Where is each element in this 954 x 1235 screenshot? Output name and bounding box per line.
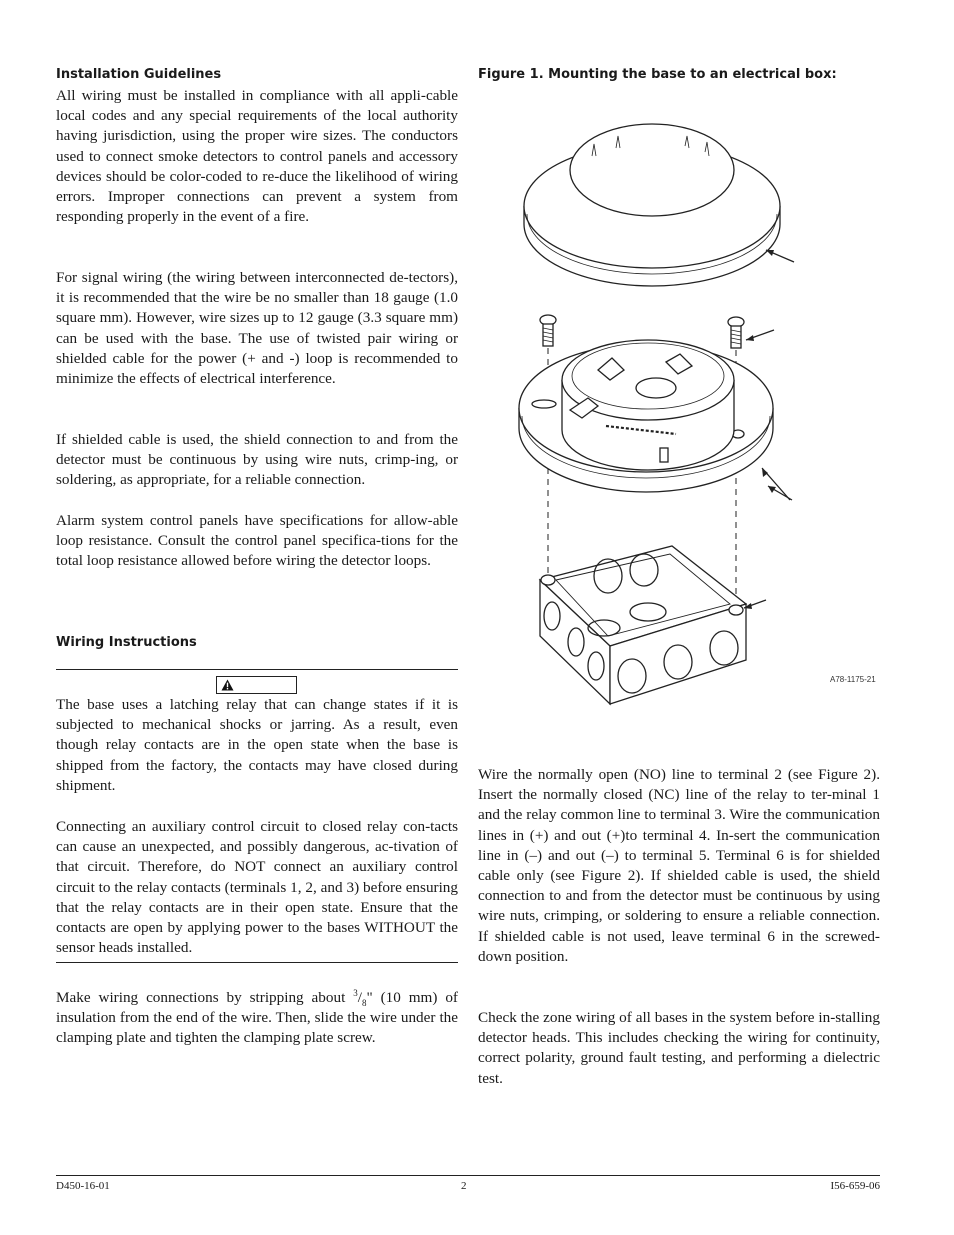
installation-paragraph-3: If shielded cable is used, the shield connection to and from the detector must be continuous by using wire nuts, crimp-ing, or soldering, as appropriate, for a reliable connection. bbox=[56, 431, 458, 489]
cover-ring bbox=[524, 124, 780, 286]
fraction-numerator: 3 bbox=[353, 987, 358, 998]
fraction-denominator: 8 bbox=[361, 998, 367, 1009]
base-mounting-illustration bbox=[500, 118, 810, 708]
installation-paragraph-4: Alarm system control panels have specifications for allow-able loop resistance. Consult the control panel specifica-tions for the total loop resistance allowed before wiring the detector loops. bbox=[56, 512, 458, 570]
warning-top-rule bbox=[56, 669, 458, 670]
stripping-text-end: " (10 mm) of insulation from the end of the wire. Then, slide the wire under the clamping plate and tighten the clamping plate screw. bbox=[56, 989, 458, 1047]
installation-guidelines-heading: Installation Guidelines bbox=[56, 67, 222, 82]
wiring-instructions-heading: Wiring Instructions bbox=[56, 635, 197, 650]
figure-1-caption: Figure 1. Mounting the base to an electrical box: bbox=[478, 67, 837, 82]
warning-bottom-rule bbox=[56, 962, 458, 963]
wiring-paragraph-1: Wire the normally open (NO) line to terminal 2 (see Figure 2). Insert the normally closed (NC) line of the relay to ter-minal 1 and the relay common line to terminal 3. Wire the communication lines in (+) and out (+)to terminal 4. In-sert the communication line in (–) and out (–) to terminal 5. Terminal 6 is for shielded cable only (see Figure 2). If shielded cable is used, the shield connection to and from the detector must be continuous by using wire nuts, crimping, or soldering to ensure a reliable connection. If shielded cable is not used, leave terminal 6 in the screwed-down position. bbox=[478, 766, 880, 965]
figure-code: A78-1175-21 bbox=[830, 675, 876, 684]
footer-doc-number: D450-16-01 bbox=[56, 1180, 110, 1192]
stripping-text-start: Make wiring connections by stripping about bbox=[56, 989, 354, 1006]
warning-paragraph-2: Connecting an auxiliary control circuit to closed relay con-tacts can cause an unexpected, and possibly dangerous, ac-tivation of that circuit. Therefore, do NOT connect an auxiliary control circuit to the relay contacts (terminals 1, 2, and 3) before ensuring that the relay contacts are in their open state. Ensure that the contacts are open by applying power to the bases WITHOUT the sensor heads installed. bbox=[56, 818, 458, 957]
screw-left bbox=[540, 315, 556, 346]
warning-paragraph-1: The base uses a latching relay that can change states if it is subjected to mechanical shocks or jarring. As a result, even though relay contacts are in the open state when the base is shipped from the factory, the contacts may have closed during shipment. bbox=[56, 696, 458, 794]
installation-paragraph-2: For signal wiring (the wiring between interconnected de-tectors), it is recommended that the wire be no smaller than 18 gauge (1.0 square mm). However, wire sizes up to 12 gauge (3.3 square mm) can be used with the base. The use of twisted pair wiring or shielded cable for the power (+ and -) loop is recommended to minimize the effects of electrical interference. bbox=[56, 269, 458, 388]
page-footer bbox=[56, 1175, 880, 1192]
wiring-paragraph-2: Check the zone wiring of all bases in the system before in-stalling detector heads. This includes checking the wiring for continuity, correct polarity, ground fault testing, and performing a dielectric test. bbox=[478, 1009, 880, 1087]
installation-paragraph-1: All wiring must be installed in compliance with all appli-cable local codes and any special requirements of the local authority having jurisdiction, using the proper wire sizes. The conductors used to connect smoke detectors to control panels and accessory devices should be color-coded to re-duce the likelihood of wiring errors. Improper connections can prevent a system from responding properly in the event of a fire. bbox=[56, 87, 458, 226]
footer-page-number: 2 bbox=[461, 1180, 467, 1192]
electrical-box bbox=[540, 546, 746, 704]
stripping-paragraph: Make wiring connections by stripping about $^3/_8$" (10 mm) of insulation from the end of the wire. Then, slide the wire under the clamping plate and tighten the clamping plate screw. bbox=[56, 987, 458, 1047]
warning-label-box bbox=[216, 676, 297, 694]
footer-form-number: I56-659-06 bbox=[830, 1180, 880, 1192]
mounting-base bbox=[519, 340, 773, 492]
screw-right bbox=[728, 317, 744, 348]
warning-triangle-icon bbox=[221, 679, 234, 691]
